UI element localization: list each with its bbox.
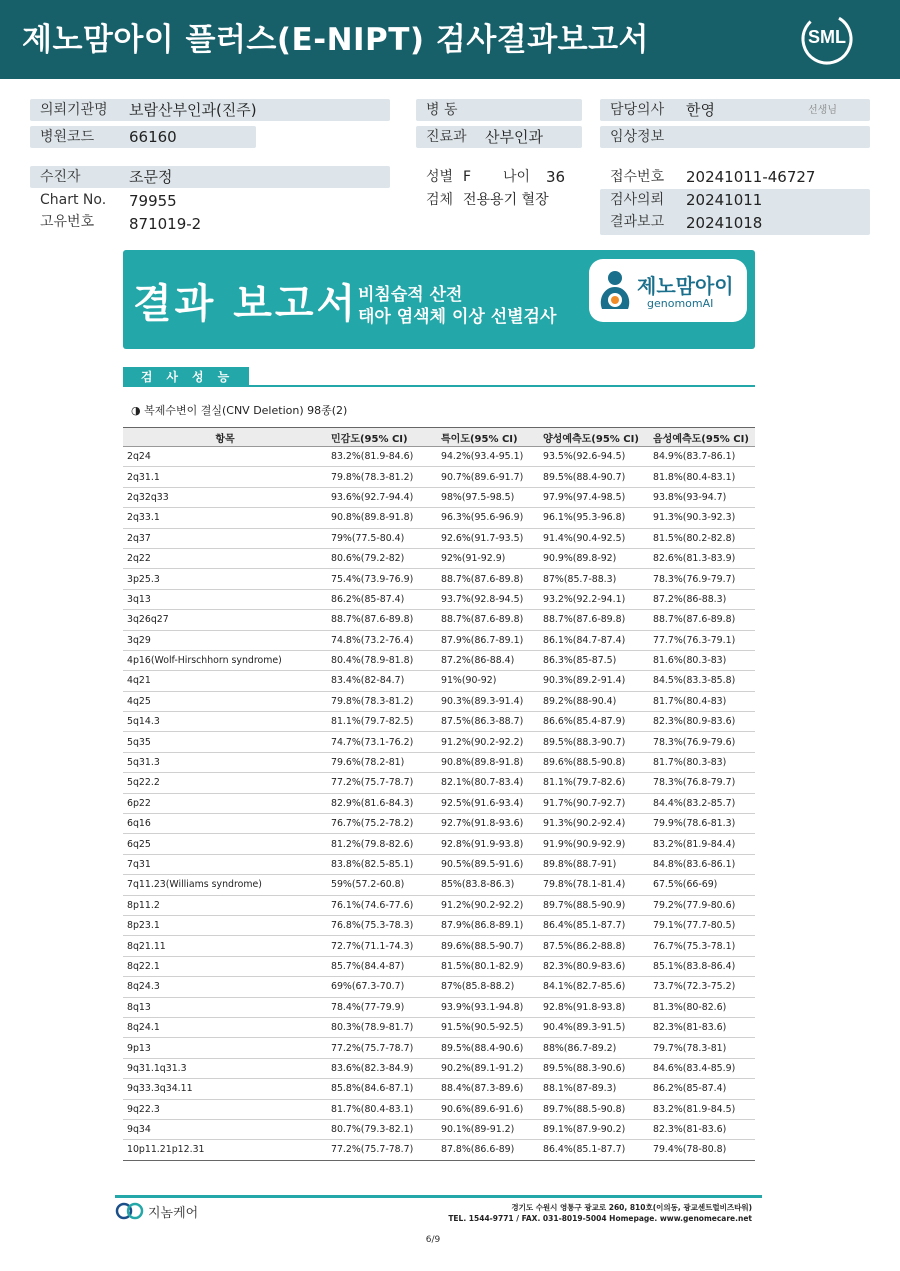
cell-npv: 81.8%(80.4-83.1) <box>649 467 755 487</box>
report-label: 결과보고 <box>610 214 665 230</box>
cell-ppv: 89.8%(88.7-91) <box>539 854 649 874</box>
cell-item: 5q35 <box>123 732 327 752</box>
cell-ppv: 88.1%(87-89.3) <box>539 1079 649 1099</box>
table-row <box>123 1119 755 1139</box>
table-row <box>123 895 755 915</box>
cell-ppv: 89.5%(88.4-90.7) <box>539 467 649 487</box>
cell-specificity: 92.6%(91.7-93.5) <box>437 528 539 548</box>
cell-item: 5q14.3 <box>123 712 327 732</box>
specimen-label: 검체 <box>426 192 454 208</box>
cell-item: 9q34 <box>123 1119 327 1139</box>
table-row <box>123 712 755 732</box>
cell-sensitivity: 83.8%(82.5-85.1) <box>327 854 437 874</box>
table-row <box>123 589 755 609</box>
cell-ppv: 87.5%(86.2-88.8) <box>539 936 649 956</box>
hospital-code-label: 병원코드 <box>40 129 95 145</box>
age-label: 나이 <box>503 169 531 185</box>
cell-npv: 81.7%(80.4-83) <box>649 691 755 711</box>
request-date-value: 20241011 <box>686 191 763 209</box>
cell-specificity: 92%(91-92.9) <box>437 548 539 568</box>
page-number: 6/9 <box>425 1235 441 1245</box>
cell-sensitivity: 76.1%(74.6-77.6) <box>327 895 437 915</box>
cell-item: 2q22 <box>123 548 327 568</box>
table-row <box>123 487 755 507</box>
request-label: 검사의뢰 <box>610 192 665 208</box>
col-header-npv: 음성예측도(95% CI) <box>649 428 755 447</box>
cell-specificity: 87.2%(86-88.4) <box>437 650 539 670</box>
cell-item: 2q32q33 <box>123 487 327 507</box>
cell-sensitivity: 77.2%(75.7-78.7) <box>327 773 437 793</box>
cell-ppv: 86.1%(84.7-87.4) <box>539 630 649 650</box>
banner-subtitle-2: 태아 염색체 이상 선별검사 <box>358 307 557 327</box>
cell-npv: 82.6%(81.3-83.9) <box>649 548 755 568</box>
table-row <box>123 773 755 793</box>
age-value: 36 <box>546 168 566 186</box>
cell-npv: 79.9%(78.6-81.3) <box>649 814 755 834</box>
cell-sensitivity: 80.3%(78.9-81.7) <box>327 1017 437 1037</box>
cell-specificity: 91.2%(90.2-92.2) <box>437 895 539 915</box>
chart-no-label: Chart No. <box>40 192 107 208</box>
cell-specificity: 85%(83.8-86.3) <box>437 875 539 895</box>
cell-sensitivity: 81.1%(79.7-82.5) <box>327 712 437 732</box>
cell-specificity: 87.5%(86.3-88.7) <box>437 712 539 732</box>
cell-item: 8p23.1 <box>123 915 327 935</box>
cell-ppv: 91.7%(90.7-92.7) <box>539 793 649 813</box>
table-row <box>123 936 755 956</box>
result-banner <box>123 250 755 349</box>
cell-item: 6p22 <box>123 793 327 813</box>
table-row <box>123 915 755 935</box>
clinical-info-label: 임상정보 <box>610 129 665 145</box>
table-row <box>123 650 755 670</box>
cell-specificity: 81.5%(80.1-82.9) <box>437 956 539 976</box>
cell-sensitivity: 74.8%(73.2-76.4) <box>327 630 437 650</box>
table-row <box>123 997 755 1017</box>
cell-specificity: 92.8%(91.9-93.8) <box>437 834 539 854</box>
footer-divider <box>115 1195 762 1198</box>
cell-specificity: 88.7%(87.6-89.8) <box>437 610 539 630</box>
cell-npv: 85.1%(83.8-86.4) <box>649 956 755 976</box>
cell-specificity: 90.3%(89.3-91.4) <box>437 691 539 711</box>
table-row <box>123 508 755 528</box>
cell-sensitivity: 77.2%(75.7-78.7) <box>327 1140 437 1160</box>
cell-sensitivity: 83.4%(82-84.7) <box>327 671 437 691</box>
banner-subtitle-1: 비침습적 산전 <box>358 285 463 305</box>
cnv-deletion-title: ◑ 복제수변이 결실(CNV Deletion) 98종(2) <box>131 404 348 417</box>
cell-sensitivity: 88.7%(87.6-89.8) <box>327 610 437 630</box>
cell-specificity: 93.7%(92.8-94.5) <box>437 589 539 609</box>
cell-specificity: 94.2%(93.4-95.1) <box>437 447 539 467</box>
cell-item: 6q25 <box>123 834 327 854</box>
cell-npv: 79.1%(77.7-80.5) <box>649 915 755 935</box>
cell-sensitivity: 79.8%(78.3-81.2) <box>327 691 437 711</box>
cell-npv: 88.7%(87.6-89.8) <box>649 610 755 630</box>
cell-ppv: 96.1%(95.3-96.8) <box>539 508 649 528</box>
cell-sensitivity: 81.2%(79.8-82.6) <box>327 834 437 854</box>
cell-sensitivity: 69%(67.3-70.7) <box>327 977 437 997</box>
cell-ppv: 89.7%(88.5-90.8) <box>539 1099 649 1119</box>
table-header-row <box>123 428 755 447</box>
cell-item: 3q26q27 <box>123 610 327 630</box>
cell-ppv: 93.5%(92.6-94.5) <box>539 447 649 467</box>
cell-npv: 81.7%(80.3-83) <box>649 752 755 772</box>
table-row <box>123 854 755 874</box>
sml-logo <box>798 10 856 68</box>
table-row <box>123 977 755 997</box>
cell-specificity: 87.9%(86.8-89.1) <box>437 915 539 935</box>
cell-item: 5q22.2 <box>123 773 327 793</box>
cell-ppv: 89.1%(87.9-90.2) <box>539 1119 649 1139</box>
cell-item: 5q31.3 <box>123 752 327 772</box>
sex-value: F <box>463 169 472 185</box>
table-row <box>123 752 755 772</box>
table-row <box>123 1079 755 1099</box>
cell-sensitivity: 80.7%(79.3-82.1) <box>327 1119 437 1139</box>
cell-npv: 78.3%(76.8-79.7) <box>649 773 755 793</box>
cell-sensitivity: 59%(57.2-60.8) <box>327 875 437 895</box>
table-row <box>123 569 755 589</box>
cell-ppv: 91.4%(90.4-92.5) <box>539 528 649 548</box>
cell-sensitivity: 80.4%(78.9-81.8) <box>327 650 437 670</box>
chart-no-value: 79955 <box>129 192 177 210</box>
cell-npv: 83.2%(81.9-84.4) <box>649 834 755 854</box>
cell-specificity: 92.7%(91.8-93.6) <box>437 814 539 834</box>
table-row <box>123 447 755 467</box>
cell-sensitivity: 83.2%(81.9-84.6) <box>327 447 437 467</box>
cell-npv: 79.2%(77.9-80.6) <box>649 895 755 915</box>
cell-ppv: 92.8%(91.8-93.8) <box>539 997 649 1017</box>
cell-ppv: 86.3%(85-87.5) <box>539 650 649 670</box>
cell-item: 3q13 <box>123 589 327 609</box>
cell-item: 7q31 <box>123 854 327 874</box>
cell-item: 8q13 <box>123 997 327 1017</box>
cell-ppv: 84.1%(82.7-85.6) <box>539 977 649 997</box>
cell-ppv: 89.6%(88.5-90.8) <box>539 752 649 772</box>
cell-ppv: 91.9%(90.9-92.9) <box>539 834 649 854</box>
cell-specificity: 90.5%(89.5-91.6) <box>437 854 539 874</box>
table-row <box>123 956 755 976</box>
cell-sensitivity: 79.6%(78.2-81) <box>327 752 437 772</box>
doctor-value: 한영 <box>686 101 715 119</box>
table-row <box>123 814 755 834</box>
cell-item: 8p11.2 <box>123 895 327 915</box>
sml-logo-text: SML <box>808 27 846 47</box>
genomecare-mark-icon <box>115 1202 145 1220</box>
cell-npv: 93.8%(93-94.7) <box>649 487 755 507</box>
cell-item: 3q29 <box>123 630 327 650</box>
cell-specificity: 90.1%(89-91.2) <box>437 1119 539 1139</box>
cell-specificity: 96.3%(95.6-96.9) <box>437 508 539 528</box>
cell-npv: 78.3%(76.9-79.6) <box>649 732 755 752</box>
table-row <box>123 1038 755 1058</box>
cell-npv: 67.5%(66-69) <box>649 875 755 895</box>
cell-ppv: 86.4%(85.1-87.7) <box>539 915 649 935</box>
cell-ppv: 79.8%(78.1-81.4) <box>539 875 649 895</box>
report-title: 제노맘아이 플러스(E-NIPT) 검사결과보고서 <box>22 22 649 58</box>
table-row <box>123 630 755 650</box>
cell-npv: 81.6%(80.3-83) <box>649 650 755 670</box>
cell-item: 2q33.1 <box>123 508 327 528</box>
cell-item: 8q24.3 <box>123 977 327 997</box>
doctor-suffix: 선생님 <box>808 105 837 116</box>
cell-item: 4p16(Wolf-Hirschhorn syndrome) <box>123 650 327 670</box>
genomecare-logo <box>115 1202 205 1222</box>
cell-specificity: 87.8%(86.6-89) <box>437 1140 539 1160</box>
cell-ppv: 88.7%(87.6-89.8) <box>539 610 649 630</box>
cell-specificity: 89.6%(88.5-90.7) <box>437 936 539 956</box>
performance-table <box>123 427 755 1161</box>
cell-specificity: 91.2%(90.2-92.2) <box>437 732 539 752</box>
examinee-value: 조문정 <box>129 168 173 186</box>
cell-npv: 84.4%(83.2-85.7) <box>649 793 755 813</box>
examinee-label: 수진자 <box>40 169 81 185</box>
cell-npv: 86.2%(85-87.4) <box>649 1079 755 1099</box>
table-row <box>123 875 755 895</box>
cell-item: 2q24 <box>123 447 327 467</box>
cell-item: 7q11.23(Williams syndrome) <box>123 875 327 895</box>
cell-npv: 81.5%(80.2-82.8) <box>649 528 755 548</box>
cell-specificity: 88.4%(87.3-89.6) <box>437 1079 539 1099</box>
sex-label: 성별 <box>426 169 454 185</box>
footer-company: 지놈케어 <box>148 1206 199 1221</box>
cell-specificity: 90.6%(89.6-91.6) <box>437 1099 539 1119</box>
institution-value: 보람산부인과(진주) <box>129 101 257 119</box>
cell-ppv: 87%(85.7-88.3) <box>539 569 649 589</box>
cell-ppv: 93.2%(92.2-94.1) <box>539 589 649 609</box>
cell-specificity: 87%(85.8-88.2) <box>437 977 539 997</box>
cell-npv: 82.3%(80.9-83.6) <box>649 712 755 732</box>
cell-ppv: 89.2%(88-90.4) <box>539 691 649 711</box>
cell-item: 3p25.3 <box>123 569 327 589</box>
cell-specificity: 93.9%(93.1-94.8) <box>437 997 539 1017</box>
cell-npv: 84.5%(83.3-85.8) <box>649 671 755 691</box>
cell-ppv: 90.4%(89.3-91.5) <box>539 1017 649 1037</box>
table-row <box>123 671 755 691</box>
cell-item: 2q31.1 <box>123 467 327 487</box>
cell-sensitivity: 82.9%(81.6-84.3) <box>327 793 437 813</box>
table-row <box>123 610 755 630</box>
table-row <box>123 793 755 813</box>
cell-item: 4q21 <box>123 671 327 691</box>
cell-item: 2q37 <box>123 528 327 548</box>
hospital-code-value: 66160 <box>129 128 177 146</box>
cell-item: 9q22.3 <box>123 1099 327 1119</box>
cell-item: 9q31.1q31.3 <box>123 1058 327 1078</box>
table-body <box>123 447 755 1161</box>
cell-ppv: 88%(86.7-89.2) <box>539 1038 649 1058</box>
cell-sensitivity: 85.8%(84.6-87.1) <box>327 1079 437 1099</box>
cell-ppv: 91.3%(90.2-92.4) <box>539 814 649 834</box>
cell-npv: 84.8%(83.6-86.1) <box>649 854 755 874</box>
cell-specificity: 87.9%(86.7-89.1) <box>437 630 539 650</box>
receipt-label: 접수번호 <box>610 169 665 185</box>
cell-specificity: 82.1%(80.7-83.4) <box>437 773 539 793</box>
cell-sensitivity: 72.7%(71.1-74.3) <box>327 936 437 956</box>
cell-specificity: 90.8%(89.8-91.8) <box>437 752 539 772</box>
table-row <box>123 548 755 568</box>
table-row <box>123 691 755 711</box>
cell-npv: 76.7%(75.3-78.1) <box>649 936 755 956</box>
cell-npv: 79.7%(78.3-81) <box>649 1038 755 1058</box>
cell-npv: 81.3%(80-82.6) <box>649 997 755 1017</box>
genomom-logo <box>589 259 747 322</box>
cell-item: 9q33.3q34.11 <box>123 1079 327 1099</box>
cell-ppv: 82.3%(80.9-83.6) <box>539 956 649 976</box>
cell-sensitivity: 80.6%(79.2-82) <box>327 548 437 568</box>
table-row <box>123 528 755 548</box>
cell-sensitivity: 86.2%(85-87.4) <box>327 589 437 609</box>
cell-npv: 77.7%(76.3-79.1) <box>649 630 755 650</box>
section-divider <box>249 385 755 387</box>
unique-id-label: 고유번호 <box>40 214 95 230</box>
genomom-brand-ko: 제노맘아이 <box>637 274 734 298</box>
ward-row <box>416 99 582 121</box>
cell-sensitivity: 93.6%(92.7-94.4) <box>327 487 437 507</box>
department-value: 산부인과 <box>485 128 543 146</box>
cell-specificity: 88.7%(87.6-89.8) <box>437 569 539 589</box>
report-date-value: 20241018 <box>686 214 763 232</box>
genomom-brand-en: genomomAI <box>647 297 714 310</box>
cell-specificity: 91.5%(90.5-92.5) <box>437 1017 539 1037</box>
cell-npv: 91.3%(90.3-92.3) <box>649 508 755 528</box>
cell-npv: 84.6%(83.4-85.9) <box>649 1058 755 1078</box>
cell-ppv: 89.7%(88.5-90.9) <box>539 895 649 915</box>
col-header-sensitivity: 민감도(95% CI) <box>327 428 437 447</box>
cell-ppv: 97.9%(97.4-98.5) <box>539 487 649 507</box>
col-header-specificity: 특이도(95% CI) <box>437 428 539 447</box>
table-row <box>123 467 755 487</box>
header-bar <box>0 0 900 79</box>
cell-sensitivity: 83.6%(82.3-84.9) <box>327 1058 437 1078</box>
cell-sensitivity: 76.8%(75.3-78.3) <box>327 915 437 935</box>
cell-item: 6q16 <box>123 814 327 834</box>
table-row <box>123 732 755 752</box>
cell-ppv: 89.5%(88.3-90.6) <box>539 1058 649 1078</box>
cell-ppv: 81.1%(79.7-82.6) <box>539 773 649 793</box>
cell-npv: 84.9%(83.7-86.1) <box>649 447 755 467</box>
cell-item: 8q21.11 <box>123 936 327 956</box>
institution-label: 의뢰기관명 <box>40 102 108 118</box>
table-row <box>123 834 755 854</box>
cell-ppv: 90.9%(89.8-92) <box>539 548 649 568</box>
cell-ppv: 86.6%(85.4-87.9) <box>539 712 649 732</box>
cell-specificity: 89.5%(88.4-90.6) <box>437 1038 539 1058</box>
cell-sensitivity: 77.2%(75.7-78.7) <box>327 1038 437 1058</box>
cell-ppv: 89.5%(88.3-90.7) <box>539 732 649 752</box>
cell-ppv: 86.4%(85.1-87.7) <box>539 1140 649 1160</box>
cell-item: 4q25 <box>123 691 327 711</box>
table-row <box>123 1017 755 1037</box>
cell-specificity: 91%(90-92) <box>437 671 539 691</box>
cell-sensitivity: 74.7%(73.1-76.2) <box>327 732 437 752</box>
cell-item: 8q24.1 <box>123 1017 327 1037</box>
cell-sensitivity: 85.7%(84.4-87) <box>327 956 437 976</box>
cell-npv: 82.3%(81-83.6) <box>649 1119 755 1139</box>
receipt-value: 20241011-46727 <box>686 168 816 186</box>
cell-sensitivity: 79%(77.5-80.4) <box>327 528 437 548</box>
cell-sensitivity: 79.8%(78.3-81.2) <box>327 467 437 487</box>
cell-npv: 87.2%(86-88.3) <box>649 589 755 609</box>
banner-title: 결과 보고서 <box>133 281 359 327</box>
section-tab-performance: 검사성능 <box>123 367 249 387</box>
cell-specificity: 90.2%(89.1-91.2) <box>437 1058 539 1078</box>
table-row <box>123 1099 755 1119</box>
cell-sensitivity: 78.4%(77-79.9) <box>327 997 437 1017</box>
footer-address: 경기도 수원시 영통구 광교로 260, 810호(이의동, 광교센트럴비즈타워) <box>511 1203 752 1212</box>
footer-contact: TEL. 1544-9771 / FAX. 031-8019-5004 Homepage. www.genomecare.net <box>448 1214 752 1223</box>
cell-npv: 83.2%(81.9-84.5) <box>649 1099 755 1119</box>
table-row <box>123 1140 755 1160</box>
cell-specificity: 98%(97.5-98.5) <box>437 487 539 507</box>
table-row <box>123 1058 755 1078</box>
cell-item: 8q22.1 <box>123 956 327 976</box>
cell-specificity: 92.5%(91.6-93.4) <box>437 793 539 813</box>
cell-npv: 82.3%(81-83.6) <box>649 1017 755 1037</box>
mother-baby-icon <box>596 269 634 315</box>
ward-label: 병 동 <box>426 102 458 118</box>
unique-id-value: 871019-2 <box>129 215 202 233</box>
cell-npv: 73.7%(72.3-75.2) <box>649 977 755 997</box>
cell-sensitivity: 81.7%(80.4-83.1) <box>327 1099 437 1119</box>
cell-item: 9p13 <box>123 1038 327 1058</box>
cell-item: 10p11.21p12.31 <box>123 1140 327 1160</box>
cell-sensitivity: 75.4%(73.9-76.9) <box>327 569 437 589</box>
col-header-item: 항목 <box>123 428 327 447</box>
cell-sensitivity: 90.8%(89.8-91.8) <box>327 508 437 528</box>
examinee-row <box>30 166 390 188</box>
col-header-ppv: 양성예측도(95% CI) <box>539 428 649 447</box>
clinical-info-row <box>600 126 870 148</box>
cell-npv: 79.4%(78-80.8) <box>649 1140 755 1160</box>
doctor-label: 담당의사 <box>610 102 665 118</box>
department-label: 진료과 <box>426 129 467 145</box>
specimen-value: 전용용기 혈장 <box>463 192 549 208</box>
cell-ppv: 90.3%(89.2-91.4) <box>539 671 649 691</box>
cell-specificity: 90.7%(89.6-91.7) <box>437 467 539 487</box>
cell-sensitivity: 76.7%(75.2-78.2) <box>327 814 437 834</box>
cell-npv: 78.3%(76.9-79.7) <box>649 569 755 589</box>
